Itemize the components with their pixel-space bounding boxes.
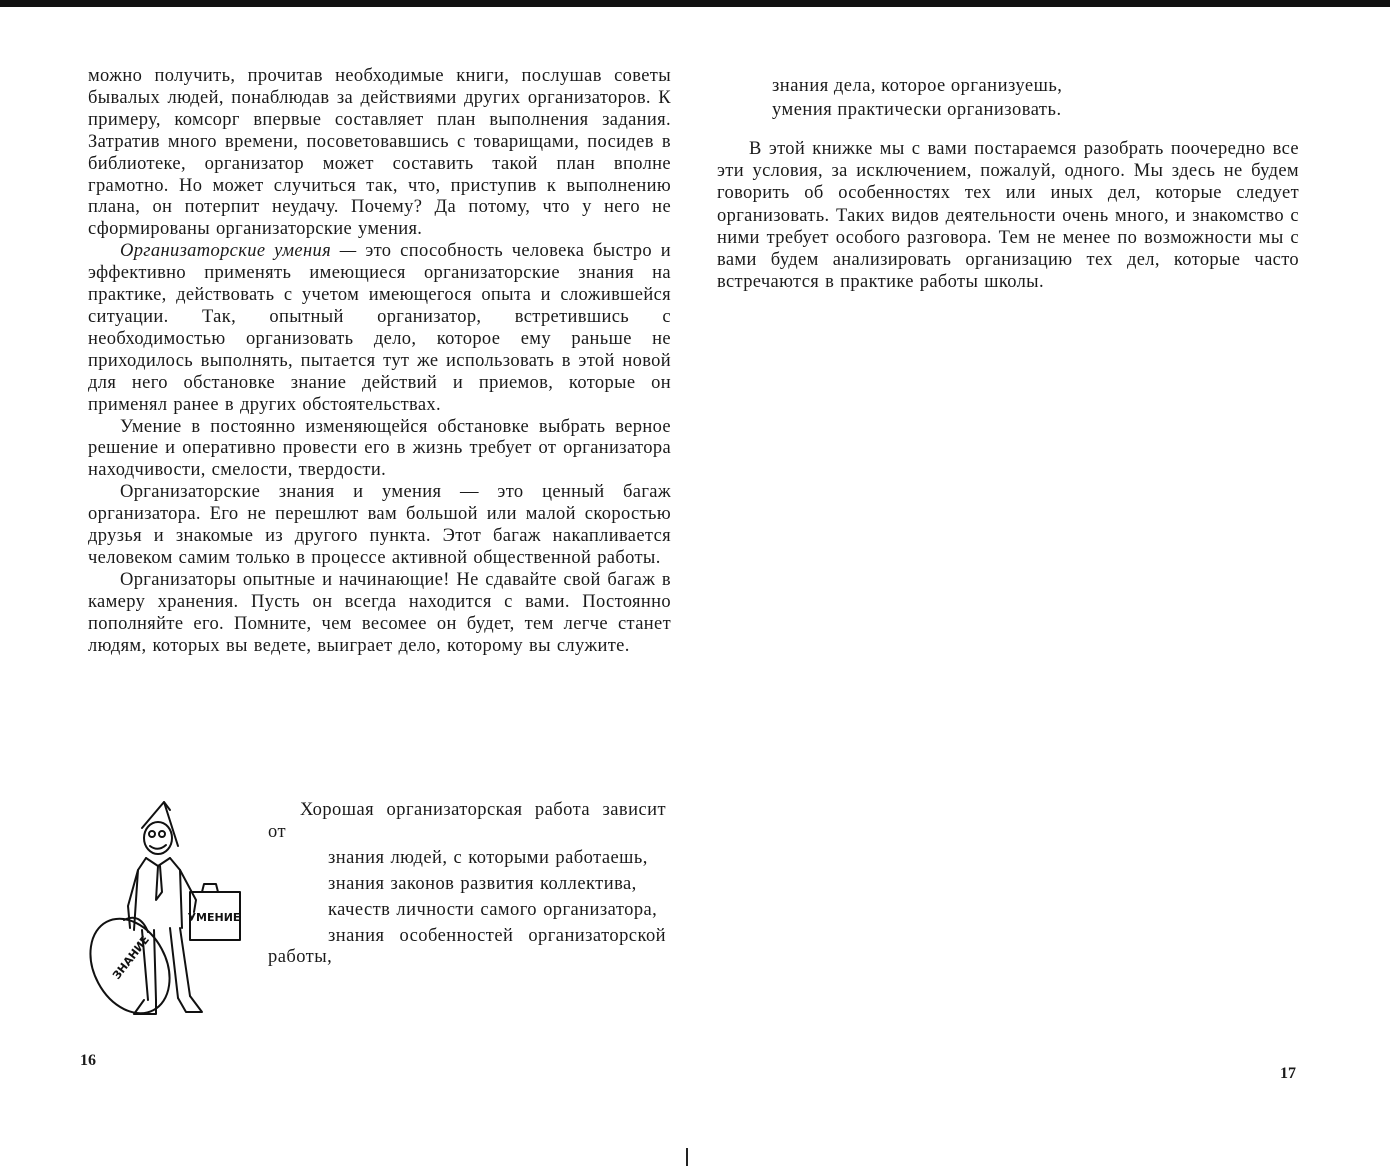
page-number-left: 16 [80, 1052, 96, 1069]
conditions-lead: Хорошая организаторская работа зависит от [268, 800, 666, 842]
paragraph-2-text: это способность человека быстро и эффективно применять имеющиеся организаторские знания на практике, действовать с учетом имеющегося опыта и сложившейся ситуации. Так, опытный организатор, встретившись с необходимостью организовать дело, которое ему раньше не приходилось выполнять, пытается тут же использовать в этой новой для него обстановке знание действий и приемов, которые он применял ранее в других обстоятельствах. [88, 241, 671, 415]
paragraph-2 [88, 241, 671, 416]
paragraph-3: Умение в постоянно изменяющейся обстановке выбрать верное решение и оперативно провести его в жизнь требует от организатора находчивости, смелости, твердости. [88, 416, 671, 481]
bag-shape [84, 905, 185, 1027]
list-item: знания законов развития коллектива, [328, 873, 637, 894]
page-number-right: 17 [1280, 1065, 1296, 1082]
scan-binding-mark [686, 1148, 688, 1166]
paragraph-right: В этой книжке мы с вами постараемся разобрать поочередно все эти условия, за исключением, пожалуй, одного. Мы здесь не будем говорить об особенностях тех или иных дел, которые следует организовать. Таких видов деятельности очень много, и знакомство с ними требует особого разговора. Тем не менее по возможности мы с вами будем анализировать организацию тех дел, которые часто встречаются в практике работы школы. [717, 139, 1299, 293]
list-item: знания дела, которое организуешь, [772, 76, 1063, 96]
list-item: знания людей, с которыми работаешь, [328, 847, 648, 868]
paragraph-5: Организаторы опытные и начинающие! Не сдавайте свой багаж в камеру хранения. Пусть он всегда находится с вами. Постоянно пополняйте его. Помните, чем весомее он будет, тем легче станет людям, которых вы ведете, выиграет дело, которому вы служите. [88, 569, 671, 656]
right-page [695, 0, 1390, 1169]
paragraph-4: Организаторские знания и умения — это ценный багаж организатора. Его не перешлют вам большой или малой скоростью друзья и знакомые из другого пункта. Этот багаж накапливается человеком самим только в процессе активной общественной работы. [88, 482, 671, 568]
conditions-box [268, 800, 666, 973]
term-organizational-skills: Организаторские умения — [120, 241, 357, 262]
list-item: знания особенностей организаторской работы, [268, 925, 666, 968]
paragraph-1: можно получить, прочитав необходимые книги, послушав советы бывалых людей, понаблюдав за действиями других организаторов. К примеру, комсорг впервые составляет план выполнения задания. Затратив много времени, посоветовавшись с товарищами, посидев в библиотеке, организатор может составить такой план вполне грамотно. Но может случиться так, что, приступив к выполнению плана, он потерпит неудачу. Почему? Да потому, что у него не сформированы организаторские умения. [88, 66, 671, 240]
left-body-text [88, 66, 671, 657]
list-item: умения практически организовать. [772, 100, 1062, 120]
case-label: УМЕНИЕ [187, 911, 241, 924]
organizer-illustration [84, 800, 244, 1030]
right-body-text [717, 138, 1299, 293]
bag-label: ЗНАНИЕ [110, 933, 153, 982]
conditions-list [268, 848, 666, 970]
list-item: качеств личности самого организатора, [328, 899, 658, 920]
conditions-list-continued [772, 74, 1292, 122]
